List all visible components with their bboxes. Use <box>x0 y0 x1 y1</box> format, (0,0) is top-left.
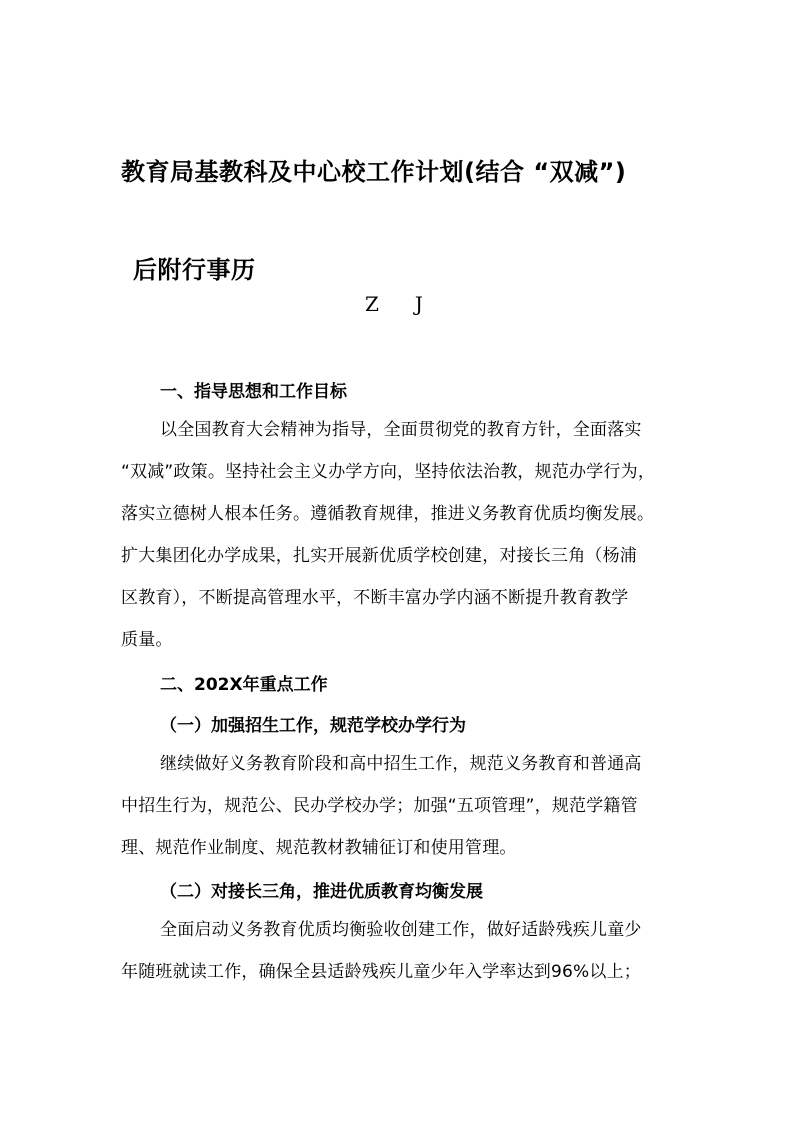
paragraph-line: 继续做好义务教育阶段和高中招生工作，规范义务教育和普通高 <box>160 754 642 774</box>
document-title-continued: 后附行事历 <box>133 256 256 284</box>
paragraph-line: “双减”政策。坚持社会主义办学方向，坚持依法治教，规范办学行为， <box>121 462 656 482</box>
paragraph-line: 理、规范作业制度、规范教材教辅征订和使用管理。 <box>121 838 517 858</box>
paragraph-line: 区教育），不断提高管理水平，不断丰富办学内涵不断提升教育教学 <box>121 588 629 608</box>
section-heading-1: 一、指导思想和工作目标 <box>160 382 347 402</box>
author-initials <box>365 292 423 316</box>
author-initial-a: Z <box>365 292 379 316</box>
subsection-heading-2: （二）对接长三角，推进优质教育均衡发展 <box>160 882 483 902</box>
paragraph-line: 全面启动义务教育优质均衡验收创建工作，做好适龄残疾儿童少 <box>160 920 642 940</box>
paragraph-line: 以全国教育大会精神为指导，全面贯彻党的教育方针，全面落实 <box>160 420 642 440</box>
paragraph-line: 中招生行为，规范公、民办学校办学；加强“五项管理”，规范学籍管 <box>121 796 638 816</box>
paragraph-line: 扩大集团化办学成果，扎实开展新优质学校创建，对接长三角（杨浦 <box>121 546 637 566</box>
author-initial-b: J <box>414 292 423 316</box>
paragraph-line: 质量。 <box>121 630 173 650</box>
section-heading-2: 二、202X年重点工作 <box>160 675 328 695</box>
paragraph-line: 年随班就读工作，确保全县适龄残疾儿童少年入学率达到96%以上； <box>121 962 641 982</box>
subsection-heading-1: （一）加强招生工作，规范学校办学行为 <box>160 716 466 736</box>
document-title: 教育局基教科及中心校工作计划(结合 “双减”) <box>121 158 627 186</box>
paragraph-line: 落实立德树人根本任务。遵循教育规律，推进义务教育优质均衡发展。 <box>121 504 655 524</box>
